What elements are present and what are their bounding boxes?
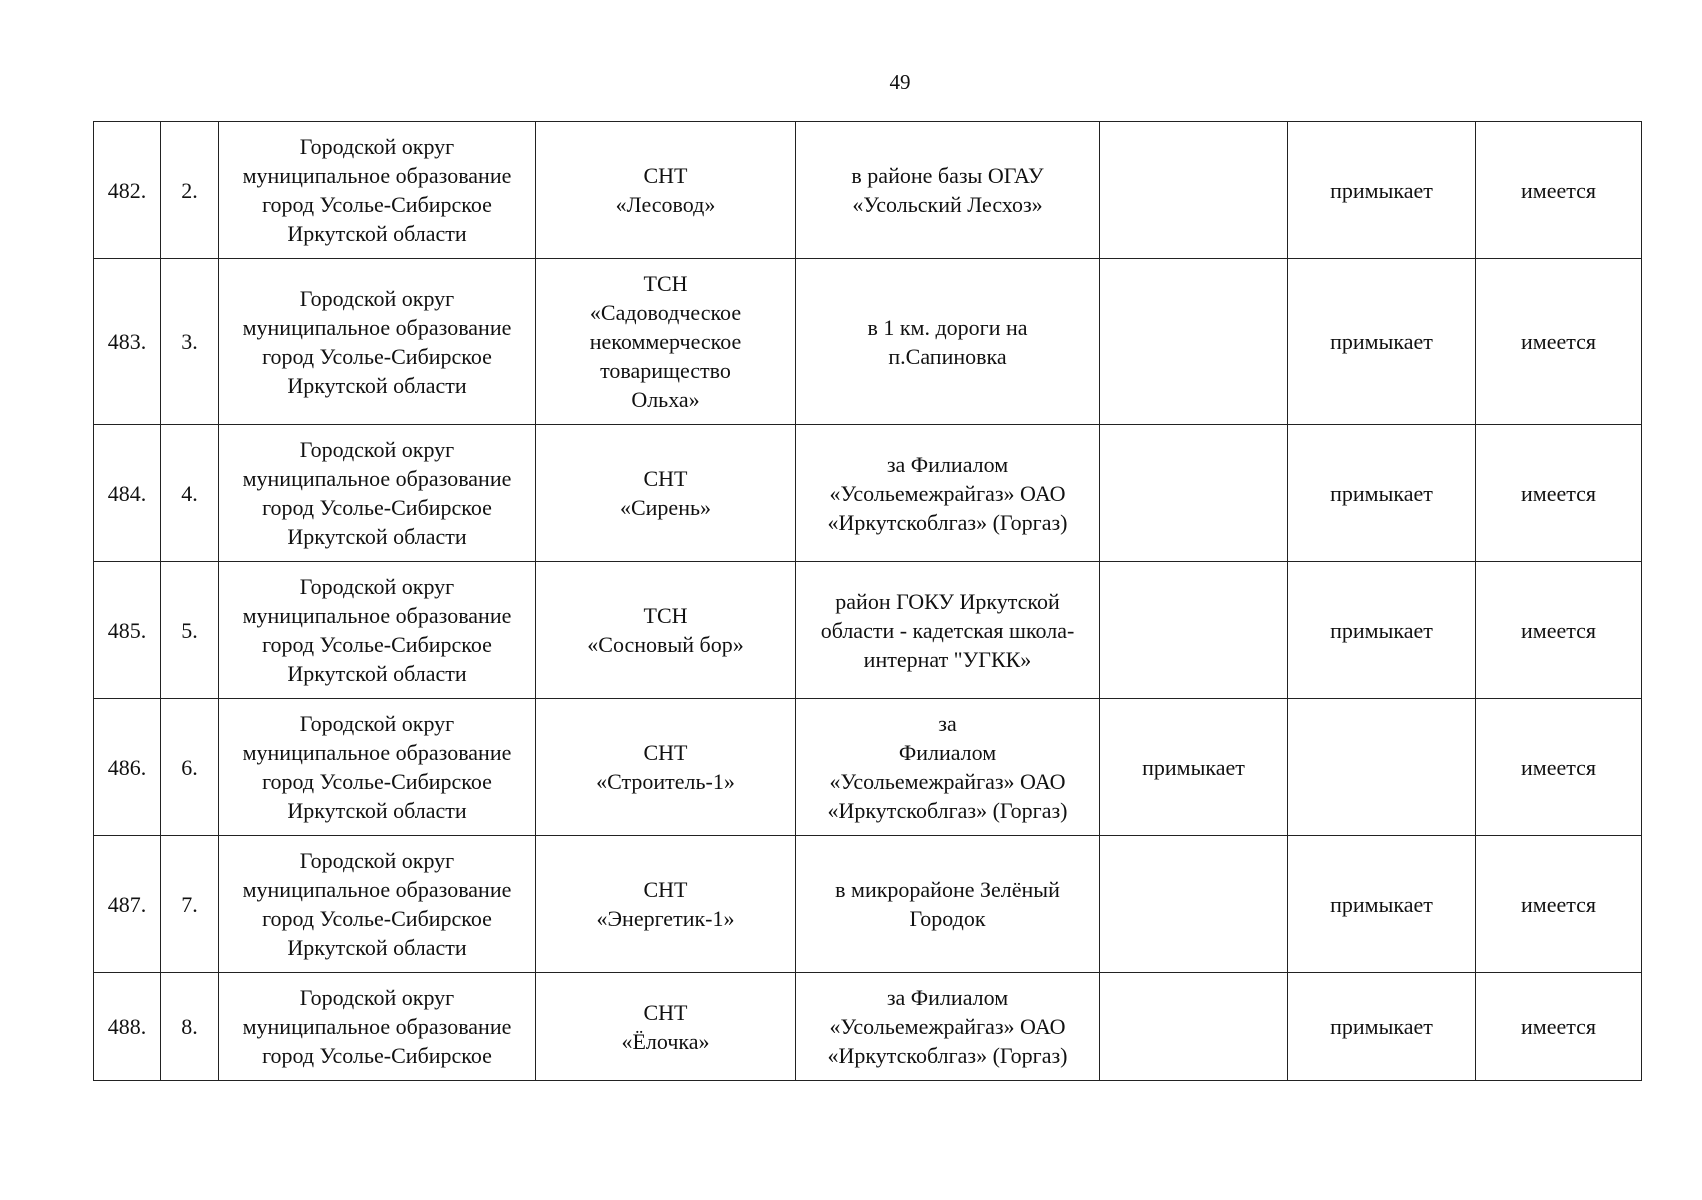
municipality-cell: Городской округ муниципальное образование город Усолье-Сибирское Иркутской области <box>219 562 536 699</box>
row-subnumber: 3. <box>161 259 219 425</box>
name-cell: СНТ «Строитель-1» <box>536 699 796 836</box>
availability-cell: имеется <box>1476 699 1642 836</box>
row-number: 482. <box>94 122 161 259</box>
table-row <box>94 973 1642 1081</box>
location-cell: в 1 км. дороги на п.Сапиновка <box>796 259 1100 425</box>
row-number: 483. <box>94 259 161 425</box>
settlements-table <box>93 121 1642 1081</box>
adjacency-b-cell: примыкает <box>1288 562 1476 699</box>
municipality-cell: Городской округ муниципальное образование город Усолье-Сибирское Иркутской области <box>219 836 536 973</box>
adjacency-a-cell <box>1100 122 1288 259</box>
row-number: 486. <box>94 699 161 836</box>
municipality-cell: Городской округ муниципальное образование город Усолье-Сибирское Иркутской области <box>219 699 536 836</box>
row-subnumber: 4. <box>161 425 219 562</box>
table-row <box>94 699 1642 836</box>
adjacency-a-cell <box>1100 973 1288 1081</box>
name-cell: СНТ «Лесовод» <box>536 122 796 259</box>
row-number: 485. <box>94 562 161 699</box>
location-cell: в районе базы ОГАУ «Усольский Лесхоз» <box>796 122 1100 259</box>
location-cell: в микрорайоне Зелёный Городок <box>796 836 1100 973</box>
location-cell: район ГОКУ Иркутской области - кадетская школа- интернат "УГКК» <box>796 562 1100 699</box>
location-cell: за Филиалом «Усольемежрайгаз» ОАО «Иркутскоблгаз» (Горгаз) <box>796 973 1100 1081</box>
location-cell: за Филиалом «Усольемежрайгаз» ОАО «Иркутскоблгаз» (Горгаз) <box>796 699 1100 836</box>
adjacency-a-cell <box>1100 562 1288 699</box>
adjacency-a-cell: примыкает <box>1100 699 1288 836</box>
name-cell: ТСН «Садоводческое некоммерческое товарищество Ольха» <box>536 259 796 425</box>
adjacency-a-cell <box>1100 259 1288 425</box>
table-row <box>94 562 1642 699</box>
municipality-cell: Городской округ муниципальное образование город Усолье-Сибирское <box>219 973 536 1081</box>
location-cell: за Филиалом «Усольемежрайгаз» ОАО «Иркутскоблгаз» (Горгаз) <box>796 425 1100 562</box>
table-row <box>94 122 1642 259</box>
row-number: 488. <box>94 973 161 1081</box>
availability-cell: имеется <box>1476 973 1642 1081</box>
availability-cell: имеется <box>1476 836 1642 973</box>
availability-cell: имеется <box>1476 122 1642 259</box>
adjacency-a-cell <box>1100 425 1288 562</box>
adjacency-b-cell: примыкает <box>1288 259 1476 425</box>
name-cell: СНТ «Энергетик-1» <box>536 836 796 973</box>
adjacency-b-cell: примыкает <box>1288 836 1476 973</box>
municipality-cell: Городской округ муниципальное образование город Усолье-Сибирское Иркутской области <box>219 425 536 562</box>
table-row <box>94 259 1642 425</box>
availability-cell: имеется <box>1476 259 1642 425</box>
adjacency-b-cell <box>1288 699 1476 836</box>
row-subnumber: 2. <box>161 122 219 259</box>
row-subnumber: 8. <box>161 973 219 1081</box>
adjacency-a-cell <box>1100 836 1288 973</box>
name-cell: СНТ «Ёлочка» <box>536 973 796 1081</box>
availability-cell: имеется <box>1476 425 1642 562</box>
row-subnumber: 6. <box>161 699 219 836</box>
availability-cell: имеется <box>1476 562 1642 699</box>
row-number: 484. <box>94 425 161 562</box>
municipality-cell: Городской округ муниципальное образование город Усолье-Сибирское Иркутской области <box>219 122 536 259</box>
row-subnumber: 7. <box>161 836 219 973</box>
adjacency-b-cell: примыкает <box>1288 425 1476 562</box>
page-number: 49 <box>889 70 911 94</box>
name-cell: ТСН «Сосновый бор» <box>536 562 796 699</box>
table-row <box>94 425 1642 562</box>
row-number: 487. <box>94 836 161 973</box>
table-row <box>94 836 1642 973</box>
municipality-cell: Городской округ муниципальное образование город Усолье-Сибирское Иркутской области <box>219 259 536 425</box>
adjacency-b-cell: примыкает <box>1288 122 1476 259</box>
row-subnumber: 5. <box>161 562 219 699</box>
name-cell: СНТ «Сирень» <box>536 425 796 562</box>
adjacency-b-cell: примыкает <box>1288 973 1476 1081</box>
